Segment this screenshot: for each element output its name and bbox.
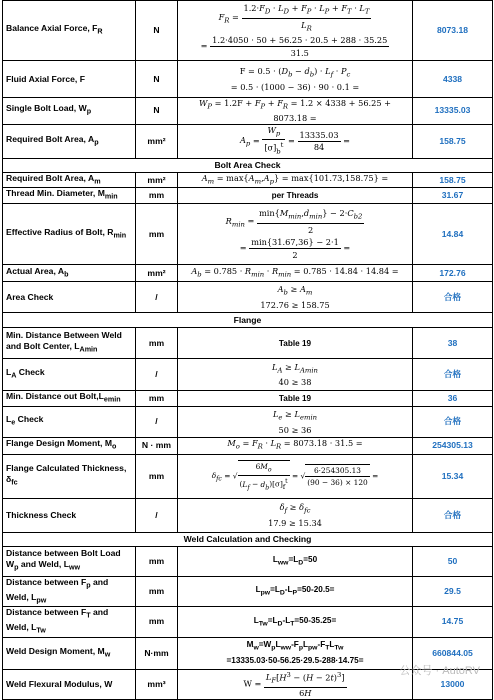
param-formula: $A_b \ge A_m$ 172.76 ≥ 158.75 (178, 282, 413, 313)
param-value: 38 (413, 328, 493, 359)
param-value: 合格 (413, 406, 493, 437)
table-row (3, 328, 493, 359)
param-unit: N (136, 1, 178, 61)
param-value: 13335.03 (413, 98, 493, 125)
param-name: Actual Area, $A_b$ (3, 265, 136, 282)
param-value: 14.84 (413, 204, 493, 265)
param-formula: $R_{min}$ = $\frac{\min\{M_{min},d_{min}\} - 2\cdot C_{b2}}{2}$ = $\frac{\min\{31.67,36\} - 2\cdot 1}{2}$ = (178, 204, 413, 265)
param-name: Thickness Check (3, 498, 136, 532)
param-formula: $L_{ww}=L_D=50$ (178, 546, 413, 576)
table-row (3, 359, 493, 391)
param-name: Weld Flexural Modulus, W (3, 669, 136, 699)
param-value: 158.75 (413, 172, 493, 188)
param-unit: mm (136, 454, 178, 498)
param-formula: Table 19 (178, 391, 413, 407)
table-row (3, 1, 493, 61)
param-name: Weld Design Moment, $M_w$ (3, 637, 136, 669)
param-formula: per Threads (178, 188, 413, 204)
table-row (3, 454, 493, 498)
param-unit: N·mm (136, 637, 178, 669)
param-name: Min. Distance Between Weld and Bolt Center, $L_{Amin}$ (3, 328, 136, 359)
param-formula: $\delta_f \ge \delta_{fc}$ 17.9 ≥ 15.34 (178, 498, 413, 532)
section-header (3, 158, 493, 172)
param-unit: / (136, 282, 178, 313)
section-title: Flange (3, 313, 493, 328)
param-value: 29.5 (413, 576, 493, 606)
param-name: Distance between $F_p$ and Weld, $L_{pw}$ (3, 576, 136, 606)
param-unit: N (136, 61, 178, 98)
param-unit: N · mm (136, 437, 178, 454)
param-unit: mm³ (136, 669, 178, 699)
param-formula: $W_P = 1.2F + F_P + F_R = 1.2 \times 4338 + 56.25 + 8073.18$ = (178, 98, 413, 125)
param-unit: mm (136, 546, 178, 576)
param-value: 158.75 (413, 124, 493, 158)
param-name: Single Bolt Load, $W_p$ (3, 98, 136, 125)
calculation-table (2, 0, 493, 700)
param-value: 8073.18 (413, 1, 493, 61)
table-row (3, 546, 493, 576)
table-row (3, 406, 493, 437)
param-unit: mm² (136, 265, 178, 282)
param-formula: $A_b = 0.785 \cdot R_{min} \cdot R_{min} = 0.785 \cdot 14.84 \cdot 14.84$ = (178, 265, 413, 282)
param-formula: W = $\frac{L_F[H^3 - (H - 2t)^3]}{6H}$ (178, 669, 413, 699)
param-unit: mm (136, 576, 178, 606)
param-formula: $F = 0.5 \cdot (D_b - d_b) \cdot L_f \cdot P_c$ = 0.5 · (1000 − 36) · 90 · 0.1 = (178, 61, 413, 98)
param-unit: mm (136, 328, 178, 359)
param-unit: / (136, 498, 178, 532)
param-unit: N (136, 98, 178, 125)
param-name: Fluid Axial Force, F (3, 61, 136, 98)
param-name: Required Bolt Area, $A_m$ (3, 172, 136, 188)
table-row (3, 98, 493, 125)
table-row (3, 265, 493, 282)
param-unit: mm (136, 204, 178, 265)
param-formula: $L_e \ge L_{emin}$ 50 ≥ 36 (178, 406, 413, 437)
param-unit: mm (136, 607, 178, 637)
table-row (3, 172, 493, 188)
param-unit: mm (136, 391, 178, 407)
param-name: Thread Min. Diameter, $M_{min}$ (3, 188, 136, 204)
table-row (3, 188, 493, 204)
param-name: $L_A$ Check (3, 359, 136, 391)
section-header (3, 313, 493, 328)
param-unit: mm² (136, 124, 178, 158)
watermark: 公众号 · AutoRV (400, 662, 481, 678)
table-row (3, 498, 493, 532)
param-name: Min. Distance out $Bolt,L_{emin}$ (3, 391, 136, 407)
param-value: 254305.13 (413, 437, 493, 454)
param-unit: / (136, 359, 178, 391)
param-value: 31.67 (413, 188, 493, 204)
param-name: $L_e$ Check (3, 406, 136, 437)
param-name: Flange Calculated Thickness, $\delta_{fc}$ (3, 454, 136, 498)
param-formula: $M_w=W_pL_{ww}-F_pL_{pw}-F_TL_{Tw}$ =13335.03·50-56.25·29.5-288·14.75= (178, 637, 413, 669)
table-row (3, 61, 493, 98)
section-header (3, 532, 493, 546)
table-row (3, 437, 493, 454)
table-row (3, 607, 493, 637)
param-value: 172.76 (413, 265, 493, 282)
section-title: Bolt Area Check (3, 158, 493, 172)
param-formula: $\delta_{fc}$ = √ $\frac{6M_o}{(L_f - d_b)[\sigma]_f^t}$ = √ $\frac{6\cdot 254305.13}{(90 - 36) \times 120}$ = (178, 454, 413, 498)
param-value: 15.34 (413, 454, 493, 498)
param-value: 50 (413, 546, 493, 576)
param-value: 4338 (413, 61, 493, 98)
param-formula: $M_o = F_R \cdot L_R = 8073.18 \cdot 31.5$ = (178, 437, 413, 454)
param-formula: $L_{Tw}=L_D-L_T=50-35.25=$ (178, 607, 413, 637)
param-name: Effective Radius of Bolt, $R_{min}$ (3, 204, 136, 265)
param-unit: / (136, 406, 178, 437)
param-formula: $L_A \ge L_{Amin}$ 40 ≥ 38 (178, 359, 413, 391)
param-value: 660844.05 (413, 637, 493, 669)
param-value: 合格 (413, 282, 493, 313)
param-unit: mm² (136, 172, 178, 188)
param-name: Balance Axial Force, $F_R$ (3, 1, 136, 61)
param-formula: $F_R$ = $\frac{1.2\cdot F_D \cdot L_D + F_P \cdot L_P + F_T \cdot L_T}{L_R}$ = $\frac{1.2\cdot 4050 \cdot 50 + 56.25 \cdot 20.5 + 288 \cdot 35.25}{31.5}$ (178, 1, 413, 61)
table-row (3, 282, 493, 313)
param-value: 14.75 (413, 607, 493, 637)
table-row (3, 124, 493, 158)
param-formula: $L_{pw}=L_D-L_P=50-20.5=$ (178, 576, 413, 606)
param-value: 合格 (413, 359, 493, 391)
param-formula: $A_m = \max\{A_m,A_p\} = \max\{101.73,158.75\}$ = (178, 172, 413, 188)
table-row (3, 391, 493, 407)
param-name: Required Bolt Area, $A_p$ (3, 124, 136, 158)
param-name: Flange Design Moment, $M_o$ (3, 437, 136, 454)
param-value: 合格 (413, 498, 493, 532)
param-name: Distance between $F_T$ and Weld, $L_{Tw}$ (3, 607, 136, 637)
param-name: Distance between Bolt Load $W_p$ and Weld, $L_{ww}$ (3, 546, 136, 576)
param-name: Area Check (3, 282, 136, 313)
table-row (3, 204, 493, 265)
param-value: 13000 (413, 669, 493, 699)
param-formula: Table 19 (178, 328, 413, 359)
section-title: Weld Calculation and Checking (3, 532, 493, 546)
param-formula: $A_p$ = $\frac{W_p}{[\sigma]_b^t}$ = $\frac{13335.03}{84}$ = (178, 124, 413, 158)
param-unit: mm (136, 188, 178, 204)
param-value: 36 (413, 391, 493, 407)
table-row (3, 576, 493, 606)
